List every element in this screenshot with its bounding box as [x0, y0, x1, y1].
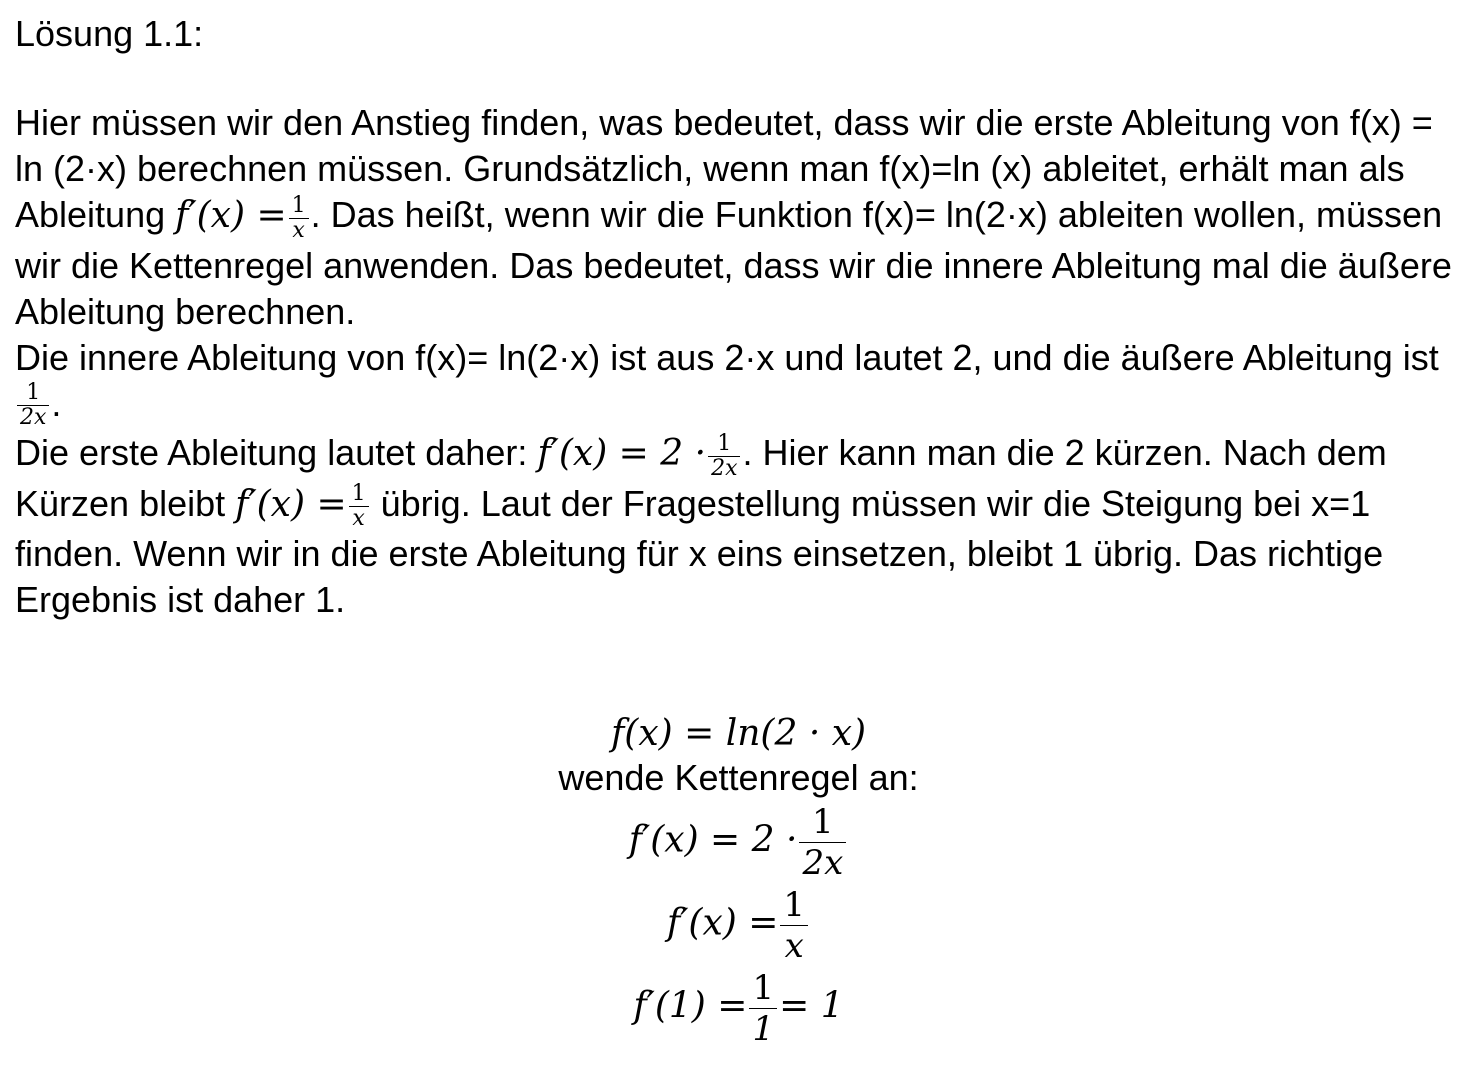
fraction: [708, 432, 740, 481]
fraction-denominator: x: [352, 506, 365, 532]
fraction-numerator: 1: [17, 381, 49, 406]
fraction-numerator: 1: [780, 885, 808, 926]
fraction-numerator: 1: [289, 194, 309, 219]
fraction-numerator: 1: [708, 432, 740, 457]
derivation-line-chain-rule: wende Kettenregel an:: [558, 757, 919, 798]
derivation-block: [0, 712, 1477, 1051]
text-segment: übrig. Laut der Fragestellung müssen wir die Steigung bei x=1 finden. Wenn wir in die erste Ableitung für x eins einsetzen, bleibt 1 übrig. Das richtige Ergebnis ist daher 1.: [15, 482, 1384, 621]
formula-ln-derivative: [175, 192, 311, 243]
fraction-numerator: 1: [799, 802, 846, 843]
fraction: [289, 194, 309, 243]
fraction: [780, 885, 808, 966]
formula-lhs: f′(x) = 2 ·: [628, 819, 798, 861]
fraction-denominator: x: [292, 217, 305, 243]
derivation-line-function: f(x) = ln(2 · x): [610, 713, 867, 754]
derivation-line-first-derivative: [0, 802, 1477, 883]
text-segment: Hier müssen wir den Anstieg finden, was bedeutet, dass wir die erste Ableitung von f(x) = ln (2·x) berechnen müssen. Grundsätzlich, wenn man f(x)=ln (x) ableitet, erhält man als Ableitung: [15, 102, 1433, 235]
paragraph-derivative-intro: [15, 100, 1470, 335]
fraction-denominator: 2x: [802, 843, 844, 883]
formula-lhs: f′(1) =: [633, 985, 748, 1027]
fraction: [349, 482, 369, 531]
fraction-denominator: 2x: [711, 455, 738, 481]
fraction-denominator: 2x: [20, 405, 47, 431]
solution-document: [15, 10, 1470, 623]
fraction-outer-derivative: [17, 381, 49, 430]
derivation-line-simplified: [0, 885, 1477, 966]
solution-heading: Lösung 1.1:: [15, 13, 204, 54]
text-segment: .: [51, 382, 62, 424]
text-segment: . Hier kann man die 2 kürzen. Nach dem Kürzen bleibt: [15, 432, 1387, 524]
formula-first-derivative: [537, 430, 742, 481]
fraction: [799, 802, 846, 883]
fraction-denominator: 1: [752, 1009, 775, 1049]
explanation-text: [15, 100, 1470, 623]
paragraph-inner-outer: [15, 335, 1470, 431]
fraction-denominator: x: [784, 926, 804, 966]
formula-lhs: f′(x) =: [175, 195, 287, 236]
text-segment: Die innere Ableitung von f(x)= ln(2·x) ist aus 2·x und lautet 2, und die äußere Ableitung ist: [15, 336, 1439, 378]
text-segment: . Das heißt, wenn wir die Funktion f(x)= ln(2·x) ableiten wollen, müssen wir die Kettenregel anwenden. Das bedeutet, dass wir die innere Ableitung mal die äußere Ableitung berechnen.: [15, 194, 1452, 332]
formula-simplified-derivative: [235, 481, 371, 532]
formula-lhs: f′(x) =: [235, 483, 347, 525]
paragraph-result: [15, 430, 1470, 623]
formula-rhs: = 1: [779, 985, 844, 1027]
formula-lhs: f′(x) =: [666, 902, 779, 944]
derivation-line-evaluation: [0, 968, 1477, 1049]
fraction: [749, 968, 777, 1049]
fraction-numerator: 1: [749, 968, 777, 1009]
formula-lhs: f′(x) = 2 ·: [537, 433, 707, 475]
fraction-numerator: 1: [349, 482, 369, 507]
text-segment: Die erste Ableitung lautet daher:: [15, 432, 538, 474]
